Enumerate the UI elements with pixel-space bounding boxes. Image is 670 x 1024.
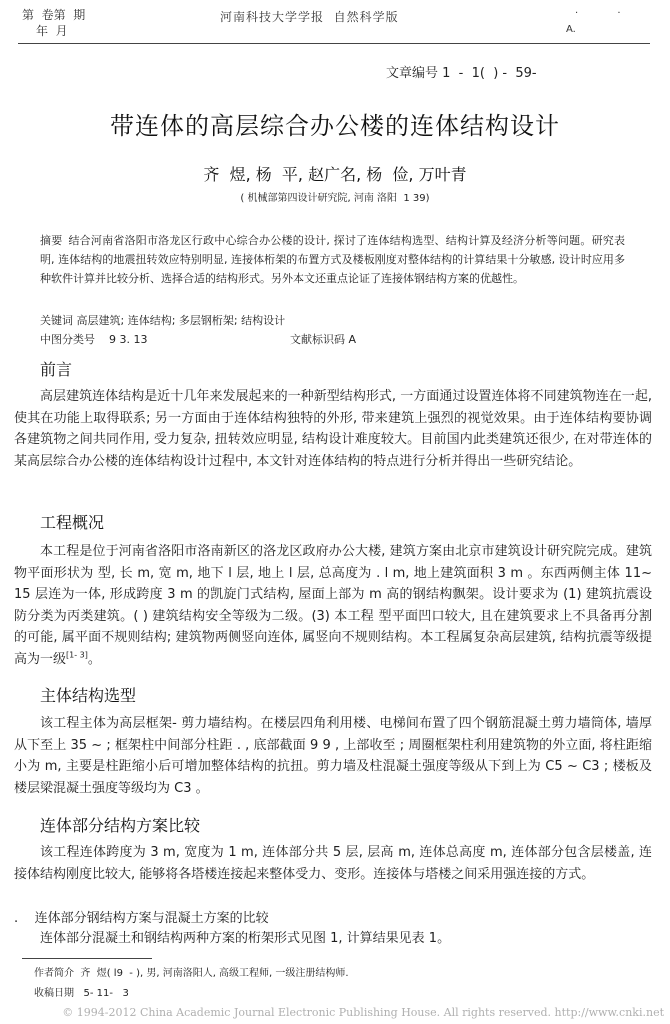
scheme-comparison-paragraph: 该工程连体跨度为 3 m, 宽度为 1 m, 连体部分共 5 层, 层高 m, 连体总高度 m, 连体部分包含层楼盖, 连接体结构刚度比较大, 能够将各塔楼连接起来整体受力、变形。连接体与塔楼之间采用强连接的方式。 (14, 845, 652, 882)
subsection-paragraph: 连体部分混凝土和钢结构两种方案的桁架形式见图 1, 计算结果见表 1。 (40, 931, 451, 946)
header-right-marks: · · (575, 8, 639, 19)
year-month: 年 月 (36, 24, 68, 38)
article-number: 文章编号 1 - 1( ) - 59- (386, 66, 537, 81)
header-divider (18, 43, 650, 44)
classification-number: 中图分类号 9 3. 13 (40, 333, 148, 346)
overview-paragraph (14, 541, 652, 670)
section-heading-preface: 前言 (40, 360, 73, 379)
header-right-code: A. (566, 24, 576, 35)
abstract-label: 摘要 (40, 234, 63, 247)
citation: [1- 3] (66, 650, 88, 660)
affiliation: ( 机械部第四设计研究院, 河南 洛阳 1 39) (240, 193, 430, 204)
overview-text-end: 。 (87, 651, 101, 667)
abstract (40, 231, 625, 288)
footnote-divider (22, 958, 152, 959)
keywords: 关键词 高层建筑; 连体结构; 多层钢桁架; 结构设计 (40, 314, 286, 327)
abstract-text: 结合河南省洛阳市洛龙区行政中心综合办公楼的设计, 探讨了连体结构选型、结构计算及经济分析等问题。研究表明, 连体结构的地震扭转效应特别明显, 连接体桁架的布置方式及楼板刚度对整体结构的计算结果十分敏感, 设计时应用多种软件计算并比较分析、选择合适的结构形式。另外本文还重点论证了连接体钢结构方案的优越性。 (40, 234, 625, 285)
document-code: 文献标识码 A (290, 333, 357, 346)
volume-issue: 第 卷第 期 (22, 8, 86, 22)
author-note: 作者简介 齐 煜( l9 - ), 男, 河南洛阳人, 高级工程师, 一级注册结构师. (34, 968, 349, 979)
preface-paragraph: 高层建筑连体结构是近十几年来发展起来的一种新型结构形式, 一方面通过设置连体将不同建筑物连在一起, 使其在功能上取得联系; 另一方面由于连体结构独特的外形, 带来建筑上强烈的视觉效果。由于连体结构要协调各建筑物之间共同作用, 受力复杂, 扭转效应明显, 结构设计难度较大。目前国内此类建筑还很少, 在对带连体的某高层综合办公楼的连体结构设计过程中, 本文针对连体结构的特点进行分析并得出一些研究结论。 (14, 389, 652, 469)
journal-name: 河南科技大学学报 自然科学版 (220, 10, 399, 24)
overview-text: 本工程是位于河南省洛阳市洛南新区的洛龙区政府办公大楼, 建筑方案由北京市建筑设计研究院完成。建筑物平面形状为 型, 长 m, 宽 m, 地下 l 层, 地上 l 层, 总高度为 . l m, 地上建筑面积 3 m 。东西两侧主体 11~ 15 层连为一体, 形成跨度 3 m 的凯旋门式结构, 屋面上部为 m 高的钢结构飘架。设计要求为 (1) 建筑抗震设防分类为丙类建筑。( ) 建筑结构安全等级为二级。(3) 本工程 型平面凹口较大, 且在建筑要求上不具备再分割的可能, 属平面不规则结构; 建筑物两侧竖向连体, 属竖向不规则结构。本工程属复杂高层建筑, 结构抗震等级提高为一级 (14, 544, 652, 667)
copyright-watermark: © 1994-2012 China Academic Journal Electronic Publishing House. All rights reserved. http://www.cnki.net (62, 1006, 664, 1019)
main-structure-paragraph: 该工程主体为高层框架- 剪力墙结构。在楼层四角利用楼、电梯间布置了四个钢筋混凝土剪力墙筒体, 墙厚从下至上 35 ~ ; 框架柱中间部分柱距 . , 底部截面 9 9 , 上部收至 ; 周圈框架柱利用建筑物的外立面, 将柱距缩小为 m, 主要是柱距缩小后可增加整体结构的抗扭。剪力墙及柱混凝土强度等级从下到上为 C5 ~ C3 ; 楼板及楼层梁混凝土强度等级均为 C3 。 (14, 716, 652, 796)
subsection-heading: . 连体部分钢结构方案与混凝土方案的比较 (14, 911, 269, 926)
author-list: 齐 煜, 杨 平, 赵广名, 杨 俭, 万叶青 (203, 165, 467, 184)
section-heading-overview: 工程概况 (40, 513, 105, 532)
received-date: 收稿日期 5- 11- 3 (34, 988, 129, 999)
section-heading-main-structure: 主体结构选型 (40, 686, 137, 705)
section-heading-scheme-comparison: 连体部分结构方案比较 (40, 816, 201, 835)
paper-title: 带连体的高层综合办公楼的连体结构设计 (110, 112, 560, 140)
